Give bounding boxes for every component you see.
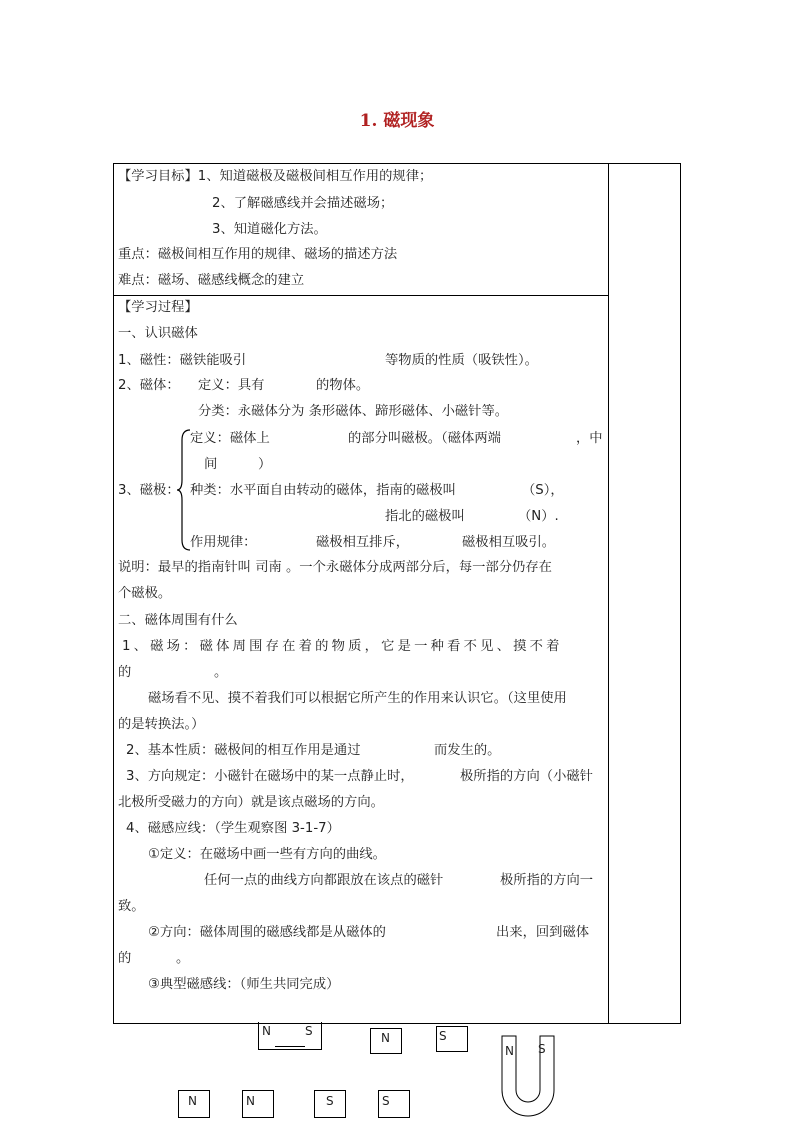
pole-rule-repel: 磁极相互排斥， — [316, 535, 410, 550]
goals-line-3: 3、知道磁化方法。 — [212, 222, 327, 237]
difficult-point: 难点：磁场、磁感线概念的建立 — [118, 273, 305, 288]
north-pole-label: N — [505, 1044, 514, 1058]
pole-types-north-b: （N）. — [518, 509, 559, 524]
direction-rule-c: 北极所受磁力的方向）就是该点磁场的方向。 — [118, 795, 384, 810]
pole-label: 3、磁极： — [118, 483, 180, 498]
table-row-divider — [113, 295, 609, 296]
pole-types-north-a: 指北的磁极叫 — [385, 509, 465, 524]
field-lines-flow-a: ②方向：磁体周围的磁感线都是从磁体的 — [148, 925, 386, 940]
field-lines-flow-b: 出来，回到磁体 — [496, 925, 590, 940]
pole-rule-attract: 磁极相互吸引。 — [462, 535, 556, 550]
magnet-definition-b: 的物体。 — [316, 378, 370, 393]
table-right-column-divider — [608, 163, 609, 1024]
magnetism-definition-b: 等物质的性质（吸铁性）。 — [385, 353, 538, 368]
field-lines-definition: ①定义：在磁场中画一些有方向的曲线。 — [148, 847, 386, 862]
pole-definition-a: 定义：磁体上 — [190, 431, 270, 446]
magnet-label: 2、磁体： — [118, 378, 180, 393]
basic-property-a: 2、基本性质：磁极间的相互作用是通过 — [126, 743, 361, 758]
north-pole-label: N — [188, 1094, 197, 1108]
goals-line-1: 【学习目标】1、知道磁极及磁极间相互作用的规律； — [118, 169, 433, 184]
field-line-4: 的是转换法。） — [118, 717, 205, 732]
process-heading: 【学习过程】 — [118, 300, 198, 315]
note-line-2: 个磁极。 — [118, 586, 172, 601]
pole-middle-a: 间 — [204, 457, 218, 472]
pole-middle-b: ） — [258, 457, 272, 472]
field-lines-heading: 4、磁感应线：（学生观察图 3-1-7） — [126, 821, 340, 836]
south-pole-label: S — [538, 1042, 546, 1056]
north-pole-label: N — [262, 1024, 271, 1038]
field-line-1: 1、磁场：磁体周围存在着的物质，它是一种看不见、摸不着 — [122, 639, 563, 654]
field-line-3: 磁场看不见、摸不着我们可以根据它所产生的作用来认识它。（这里使用 — [148, 691, 567, 706]
field-line-2a: 的 — [118, 665, 132, 680]
south-pole-label: S — [305, 1024, 313, 1038]
page-title: 1. 磁现象 — [359, 111, 435, 131]
pole-definition-c: ，中 — [576, 431, 603, 446]
direction-rule-b: 极所指的方向（小磁针 — [460, 769, 593, 784]
direction-rule-a: 3、方向规定：小磁针在磁场中的某一点静止时， — [126, 769, 414, 784]
worksheet-table — [113, 163, 681, 1024]
pole-definition-b: 的部分叫磁极。（磁体两端 — [348, 431, 501, 446]
note-line-1: 说明：最早的指南针叫 司南 。一个永磁体分成两部分后，每一部分仍存在 — [118, 560, 552, 575]
field-lines-direction-b: 极所指的方向一 — [500, 873, 594, 888]
field-lines-direction-c: 致。 — [118, 899, 145, 914]
section-1-heading: 一、认识磁体 — [118, 326, 198, 341]
pole-types-south-a: 种类：水平面自由转动的磁体，指南的磁极叫 — [190, 483, 456, 498]
basic-property-b: 而发生的。 — [434, 743, 501, 758]
pole-rule-label: 作用规律： — [190, 535, 257, 550]
pole-types-south-b: （S）， — [522, 483, 564, 498]
south-pole-label: S — [326, 1094, 334, 1108]
south-pole-label: S — [382, 1094, 390, 1108]
goals-line-2: 2、了解磁感线并会描述磁场； — [212, 196, 394, 211]
field-line-2b: 。 — [214, 665, 228, 680]
section-2-heading: 二、磁体周围有什么 — [118, 613, 238, 628]
magnet-classification: 分类：永磁体分为 条形磁体、蹄形磁体、小磁针等。 — [198, 404, 509, 419]
field-lines-flow-d: 。 — [176, 951, 190, 966]
typical-field-lines: ③典型磁感线：（师生共同完成） — [148, 977, 340, 992]
south-pole-label: S — [439, 1029, 447, 1043]
magnetism-definition-a: 1、磁性：磁铁能吸引 — [118, 353, 247, 368]
key-point: 重点：磁极间相互作用的规律、磁场的描述方法 — [118, 247, 398, 262]
north-pole-label: N — [246, 1094, 255, 1108]
north-pole-label: N — [381, 1031, 390, 1045]
field-lines-flow-c: 的 — [118, 951, 132, 966]
magnet-definition-a: 定义：具有 — [198, 378, 265, 393]
field-lines-direction-a: 任何一点的曲线方向都跟放在该点的磁针 — [204, 873, 444, 888]
